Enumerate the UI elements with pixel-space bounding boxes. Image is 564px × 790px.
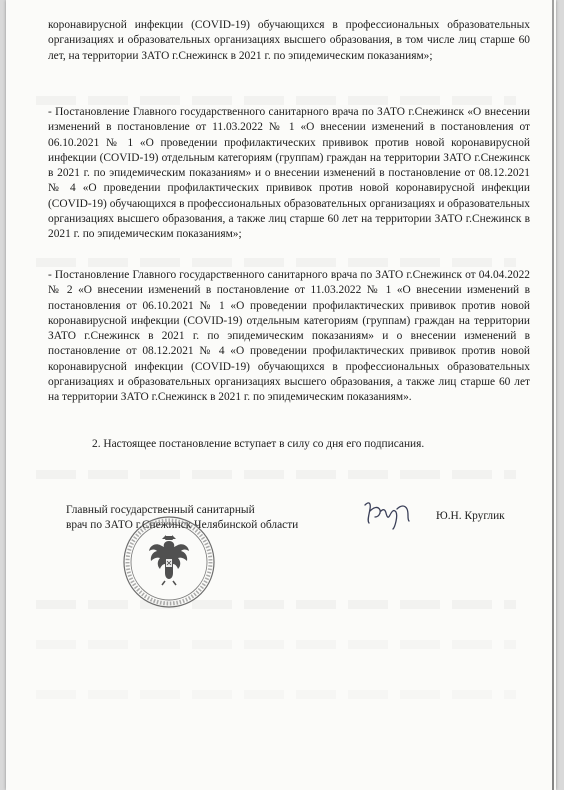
bleed-through bbox=[36, 690, 516, 699]
signatory-title-line1: Главный государственный санитарный bbox=[66, 504, 255, 516]
official-seal bbox=[122, 515, 216, 609]
bleed-through bbox=[36, 600, 516, 609]
bleed-through bbox=[36, 258, 516, 267]
bleed-through bbox=[36, 640, 516, 649]
signatory-name: Ю.Н. Круглик bbox=[436, 510, 505, 522]
bleed-through bbox=[36, 96, 516, 105]
paragraph-effective-date: 2. Настоящее постановление вступает в силу со дня его подписания. bbox=[92, 438, 425, 450]
paragraph-resolution-amendment-2: - Постановление Главного государственного санитарного врача по ЗАТО г.Снежинск от 04.04.2022 № 2 «О внесении изменений в постановление от 11.03.2022 № 1 «О внесении изменений в постановления от 06.10.2021 № 1 «О проведении профилактических прививок против новой коронавирусной инфекции (COVID-19) отдельным категориям (группам) граждан на территории ЗАТО г.Снежинск в 2021 г. по эпидемическим показаниям» и о внесении изменений в постановление от 08.12.2021 № 4 «О проведении профилактических прививок против новой коронавирусной инфекции (COVID-19) обучающихся в профессиональных образовательных организациях и образовательных организациях высшего образования, а также лиц старше 60 лет на территории ЗАТО г.Снежинск в 2021 г. по эпидемическим показаниям». bbox=[48, 269, 530, 404]
document-page bbox=[6, 0, 556, 790]
bleed-through bbox=[36, 470, 516, 479]
paragraph-resolution-amendment-1: - Постановление Главного государственного санитарного врача по ЗАТО г.Снежинск «О внесении изменений в постановление от 11.03.2022 № 1 «О внесении изменений в постановления от 06.10.2021 № 1 «О проведении профилактических прививок против новой коронавирусной инфекции (COVID-19) отдельным категориям (группам) граждан на территории ЗАТО г.Снежинск в 2021 г. по эпидемическим показаниям» и о внесении изменений в постановление от 08.12.2021 № 4 «О проведении профилактических прививок против новой коронавирусной инфекции (COVID-19) обучающихся в профессиональных образовательных организациях и образовательных организациях высшего образования, а также лиц старше 60 лет на территории ЗАТО г.Снежинск в 2021 г. по эпидемическим показаниям»; bbox=[48, 106, 530, 241]
signatory-title-line2: врач по ЗАТО г.Снежинск Челябинской области bbox=[66, 519, 299, 531]
paragraph-continuation: коронавирусной инфекции (COVID-19) обучающихся в профессиональных образовательных организациях и образовательных организациях высшего образования, в том числе лиц старше 60 лет, на территории ЗАТО г.Снежинск в 2021 г. по эпидемическим показаниям»; bbox=[48, 19, 530, 62]
handwritten-signature bbox=[361, 497, 421, 531]
